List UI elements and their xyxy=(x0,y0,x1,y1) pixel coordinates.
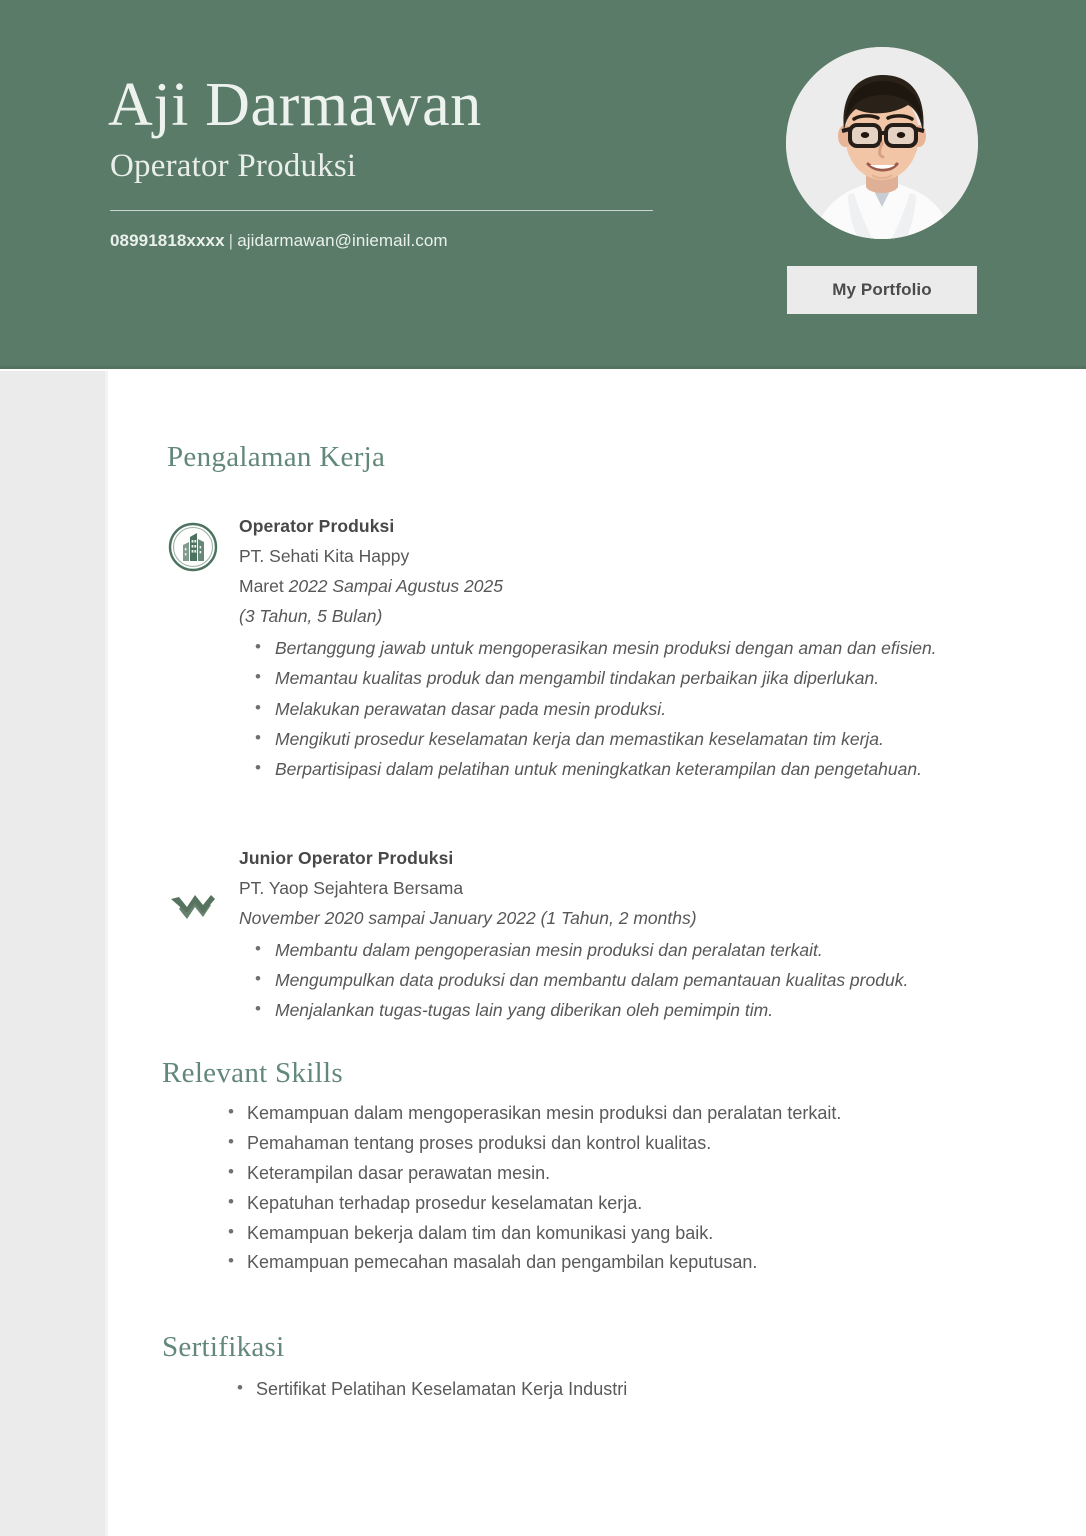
profile-photo-illustration xyxy=(786,47,978,239)
experience-item-1-date-prefix: Maret xyxy=(239,576,289,597)
contact-email[interactable]: ajidarmawan@iniemail.com xyxy=(237,231,448,251)
list-item: • Melakukan perawatan dasar pada mesin produksi. xyxy=(273,694,997,724)
experience-section-title: Pengalaman Kerja xyxy=(167,441,386,473)
header-job-title: Operator Produksi xyxy=(110,148,357,185)
experience-item-2-date-range: November 2020 sampai January 2022 (1 Tahun, 2 months) xyxy=(239,908,697,929)
header-text-block xyxy=(108,71,668,251)
experience-item-2-role: Junior Operator Produksi xyxy=(239,848,454,868)
list-item: • Mengumpulkan data produksi dan membantu dalam pemantauan kualitas produk. xyxy=(273,965,997,995)
building-circle-icon-svg xyxy=(167,521,219,573)
experience-item-1-bullets xyxy=(239,633,997,783)
experience-item-2-dates xyxy=(239,903,997,933)
experience-item-1-company: PT. Sehati Kita Happy xyxy=(239,546,410,567)
my-portfolio-button[interactable]: My Portfolio xyxy=(787,266,977,314)
list-item: • Kemampuan pemecahan masalah dan pengambilan keputusan. xyxy=(247,1248,1003,1278)
list-item: • Mengikuti prosedur keselamatan kerja dan memastikan keselamatan tim kerja. xyxy=(273,724,997,754)
list-item: • Keterampilan dasar perawatan mesin. xyxy=(247,1159,1003,1189)
experience-item-1 xyxy=(167,511,997,784)
left-side-rail xyxy=(0,371,108,1536)
experience-item-2-body xyxy=(239,843,997,1026)
list-item: • Membantu dalam pengoperasian mesin produksi dan peralatan terkait. xyxy=(273,935,997,965)
experience-item-1-role: Operator Produksi xyxy=(239,516,395,536)
chevron-w-logo-icon xyxy=(167,879,219,931)
building-circle-logo-icon xyxy=(167,521,219,573)
contact-phone[interactable]: 08991818xxxx xyxy=(110,231,225,251)
certification-list xyxy=(222,1375,982,1405)
experience-item-2-bullets xyxy=(239,935,997,1025)
list-item: • Kepatuhan terhadap prosedur keselamatan kerja. xyxy=(247,1189,1003,1219)
list-item: • Bertanggung jawab untuk mengoperasikan mesin produksi dengan aman dan efisien. xyxy=(273,633,997,663)
certification-section-title: Sertifikasi xyxy=(162,1331,285,1363)
chevron-w-icon-svg xyxy=(167,879,219,931)
list-item: • Sertifikat Pelatihan Keselamatan Kerja Industri xyxy=(256,1375,982,1405)
list-item: • Pemahaman tentang proses produksi dan kontrol kualitas. xyxy=(247,1129,1003,1159)
contact-separator: | xyxy=(228,231,234,251)
list-item: • Memantau kualitas produk dan mengambil tindakan perbaikan jika diperlukan. xyxy=(273,663,997,693)
header-bottom-rule xyxy=(0,366,1086,369)
list-item: • Berpartisipasi dalam pelatihan untuk meningkatkan keterampilan dan pengetahuan. xyxy=(273,754,997,784)
experience-item-1-duration: (3 Tahun, 5 Bulan) xyxy=(239,606,383,627)
list-item: • Kemampuan dalam mengoperasikan mesin produksi dan peralatan terkait. xyxy=(247,1099,1003,1129)
list-item: • Kemampuan bekerja dalam tim dan komunikasi yang baik. xyxy=(247,1219,1003,1249)
page-title: Aji Darmawan xyxy=(108,71,482,139)
experience-item-2 xyxy=(167,843,997,1026)
contact-line xyxy=(110,231,668,251)
header-divider xyxy=(110,210,653,211)
experience-item-1-body xyxy=(239,511,997,784)
experience-item-2-company: PT. Yaop Sejahtera Bersama xyxy=(239,878,464,899)
list-item: • Menjalankan tugas-tugas lain yang diberikan oleh pemimpin tim. xyxy=(273,995,997,1025)
left-side-rail-edge xyxy=(105,371,108,1536)
skills-section-title: Relevant Skills xyxy=(162,1057,343,1089)
experience-item-1-date-range: 2022 Sampai Agustus 2025 xyxy=(288,576,503,597)
experience-item-1-dates xyxy=(239,571,997,601)
skills-list xyxy=(213,1099,1003,1278)
header-banner xyxy=(0,0,1086,368)
avatar xyxy=(786,47,978,239)
